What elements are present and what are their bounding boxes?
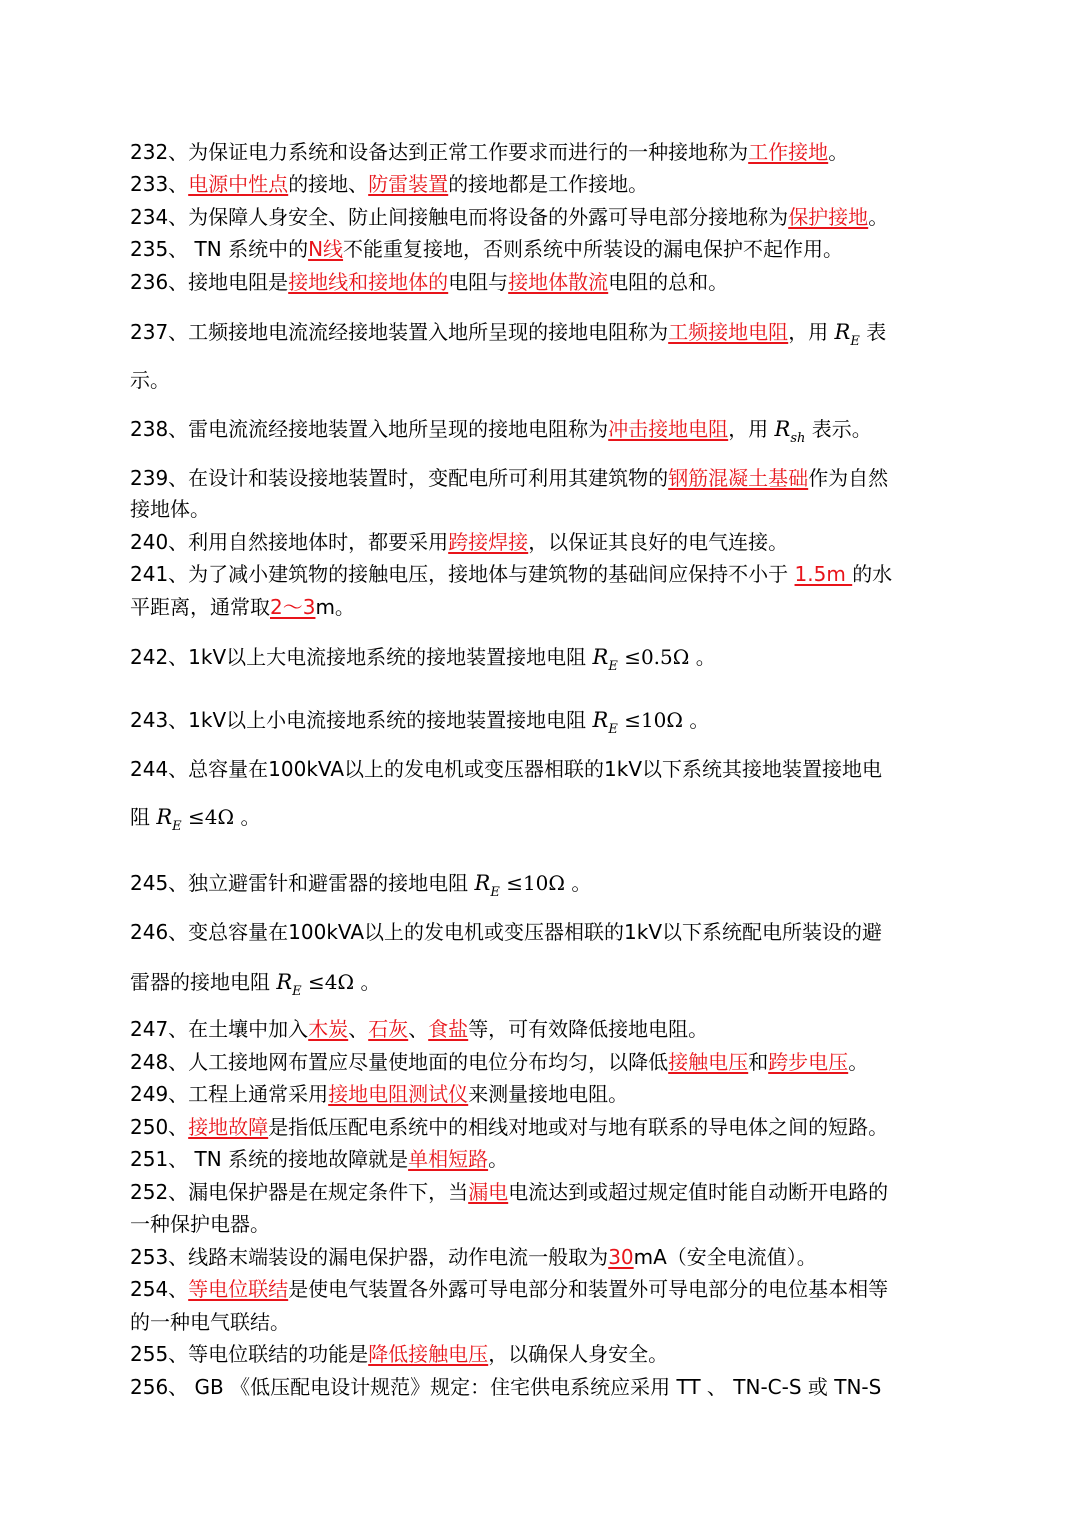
text-segment: 255、等电位联结的功能是 [130, 1342, 369, 1366]
math-expression: ≤4Ω [181, 805, 235, 829]
math-subscript: E [850, 334, 860, 349]
text-segment: 235、 TN 系统中的 [130, 237, 309, 261]
text-segment: ，用 [788, 320, 835, 344]
text-segment: 的一种电气联结。 [130, 1310, 290, 1334]
math-subscript: E [172, 819, 182, 834]
text-segment: 249、工程上通常采用 [130, 1082, 329, 1106]
text-segment: m。 [315, 595, 355, 619]
answer-text: 接触电压 [668, 1050, 749, 1074]
text-line [130, 1306, 962, 1338]
text-segment: 232、为保证电力系统和设备达到正常工作要求而进行的一种接地称为 [130, 140, 749, 164]
text-segment: 电阻与 [448, 270, 509, 294]
text-segment: 阻 [130, 805, 157, 829]
text-line [130, 266, 962, 298]
text-line [130, 641, 962, 677]
text-segment: 。 [848, 1050, 869, 1074]
math-symbol: R [774, 417, 791, 441]
text-segment: 250、 [130, 1115, 189, 1139]
text-segment: 一种保护电器。 [130, 1212, 270, 1236]
text-line [130, 233, 962, 265]
text-segment: 240、利用自然接地体时，都要采用 [130, 530, 449, 554]
text-segment: 256、 GB 《低压配电设计规范》规定：住宅供电系统应采用 TT 、 TN-C-S 或 TN-S [130, 1375, 882, 1399]
text-segment: 。 [234, 805, 261, 829]
answer-text: N线 [308, 237, 344, 261]
answer-text: 跨步电压 [768, 1050, 849, 1074]
text-line [130, 801, 962, 837]
text-segment: 。 [828, 140, 849, 164]
text-segment: 接地体。 [130, 497, 210, 521]
answer-text: 单相短路 [408, 1147, 489, 1171]
text-line [130, 966, 962, 1002]
text-segment: 示。 [130, 368, 170, 392]
math-symbol: R [156, 805, 173, 829]
text-segment: 。 [868, 205, 889, 229]
answer-text: 接地体散流 [508, 270, 609, 294]
text-segment: 239、在设计和装设接地装置时，变配电所可利用其建筑物的 [130, 466, 669, 490]
text-line [130, 916, 962, 948]
text-segment: 电阻的总和。 [608, 270, 729, 294]
text-line [130, 1013, 962, 1045]
answer-text: 钢筋混凝土基础 [668, 466, 809, 490]
math-subscript: E [490, 885, 500, 900]
text-segment: ，用 [728, 417, 775, 441]
math-symbol: R [592, 645, 609, 669]
answer-text: 漏电 [468, 1180, 509, 1204]
text-line [130, 526, 962, 558]
text-line [130, 1078, 962, 1110]
text-segment: 的接地都是工作接地。 [448, 172, 649, 196]
text-line [130, 1241, 962, 1273]
text-segment: 表示。 [805, 417, 872, 441]
text-line [130, 364, 962, 396]
text-segment: 243、1kV以上小电流接地系统的接地装置接地电阻 [130, 708, 593, 732]
answer-text: 降低接触电压 [368, 1342, 489, 1366]
text-segment: 237、工频接地电流流经接地装置入地所呈现的接地电阻称为 [130, 320, 669, 344]
text-segment: 254、 [130, 1277, 189, 1301]
text-line [130, 316, 962, 352]
math-subscript: E [292, 984, 302, 999]
text-line [130, 493, 962, 525]
text-line [130, 558, 962, 590]
text-line [130, 591, 962, 623]
math-expression: ≤4Ω [301, 970, 355, 994]
text-segment: 。 [565, 871, 592, 895]
text-line [130, 1208, 962, 1240]
text-segment: 、 [348, 1017, 369, 1041]
text-segment: 不能重复接地，否则系统中所装设的漏电保护不起作用。 [343, 237, 844, 261]
text-line [130, 168, 962, 200]
text-segment: 和 [748, 1050, 769, 1074]
math-symbol: R [474, 871, 491, 895]
text-line [130, 753, 962, 785]
text-segment: 252、漏电保护器是在规定条件下，当 [130, 1180, 469, 1204]
text-segment: 245、独立避雷针和避雷器的接地电阻 [130, 871, 475, 895]
answer-text: 接地电阻测试仪 [328, 1082, 469, 1106]
answer-text: 跨接焊接 [448, 530, 529, 554]
text-segment: 251、 TN 系统的接地故障就是 [130, 1147, 409, 1171]
text-line [130, 1371, 962, 1403]
answer-text: 2～3 [270, 595, 316, 619]
text-segment: 来测量接地电阻。 [468, 1082, 629, 1106]
text-line [130, 1273, 962, 1305]
answer-text: 30 [608, 1245, 634, 1269]
text-segment: 的接地、 [288, 172, 369, 196]
text-segment: 表 [859, 320, 887, 344]
text-line [130, 1176, 962, 1208]
math-expression: ≤10Ω [617, 708, 683, 732]
answer-text: 保护接地 [788, 205, 869, 229]
text-segment: mA（安全电流值）。 [633, 1245, 817, 1269]
answer-text: 工作接地 [748, 140, 829, 164]
text-segment: 236、接地电阻是 [130, 270, 289, 294]
answer-text: 冲击接地电阻 [608, 417, 729, 441]
text-line [130, 1111, 962, 1143]
text-segment: 。 [689, 645, 716, 669]
text-segment: 244、总容量在100kVA以上的发电机或变压器相联的1kV以下系统其接地装置接地电 [130, 757, 883, 781]
answer-text: 接地线和接地体的 [288, 270, 449, 294]
text-line [130, 413, 962, 449]
text-line [130, 201, 962, 233]
answer-text: 石灰 [368, 1017, 409, 1041]
math-expression: ≤10Ω [499, 871, 565, 895]
answer-text: 接地故障 [188, 1115, 269, 1139]
math-symbol: R [276, 970, 293, 994]
answer-text: 工频接地电阻 [668, 320, 789, 344]
answer-text: 木炭 [308, 1017, 349, 1041]
text-segment: 234、为保障人身安全、防止间接触电而将设备的外露可导电部分接地称为 [130, 205, 789, 229]
text-segment: 241、为了减小建筑物的接触电压，接地体与建筑物的基础间应保持不小于 [130, 562, 795, 586]
text-segment: 等，可有效降低接地电阻。 [468, 1017, 709, 1041]
math-symbol: R [834, 320, 851, 344]
text-segment: 。 [488, 1147, 509, 1171]
text-line [130, 867, 962, 903]
answer-text: 食盐 [428, 1017, 469, 1041]
text-segment: 是使电气装置各外露可导电部分和装置外可导电部分的电位基本相等 [288, 1277, 889, 1301]
answer-text: 等电位联结 [188, 1277, 289, 1301]
text-segment: 242、1kV以上大电流接地系统的接地装置接地电阻 [130, 645, 593, 669]
text-segment: 、 [408, 1017, 429, 1041]
text-segment: 247、在土壤中加入 [130, 1017, 309, 1041]
answer-text: 电源中性点 [188, 172, 289, 196]
text-segment: 233、 [130, 172, 189, 196]
text-segment: 。 [354, 970, 381, 994]
text-segment: 246、变总容量在100kVA以上的发电机或变压器相联的1kV以下系统配电所装设的避 [130, 920, 883, 944]
answer-text: 防雷装置 [368, 172, 449, 196]
math-subscript: E [608, 659, 618, 674]
math-subscript: sh [790, 431, 806, 446]
text-segment: ，以保证其良好的电气连接。 [528, 530, 789, 554]
math-symbol: R [592, 708, 609, 732]
math-expression: ≤0.5Ω [617, 645, 690, 669]
answer-text: 1.5m [794, 562, 853, 586]
text-segment: 253、线路末端装设的漏电保护器，动作电流一般取为 [130, 1245, 609, 1269]
text-line [130, 1338, 962, 1370]
text-line [130, 1046, 962, 1078]
text-line [130, 136, 962, 168]
text-segment: 248、人工接地网布置应尽量使地面的电位分布均匀，以降低 [130, 1050, 669, 1074]
text-segment: 的水 [852, 562, 893, 586]
text-segment: ，以确保人身安全。 [488, 1342, 669, 1366]
text-segment: 平距离，通常取 [130, 595, 270, 619]
text-line [130, 462, 962, 494]
text-line [130, 1143, 962, 1175]
text-segment: 雷器的接地电阻 [130, 970, 277, 994]
text-segment: 电流达到或超过规定值时能自动断开电路的 [508, 1180, 889, 1204]
text-segment: 是指低压配电系统中的相线对地或对与地有联系的导电体之间的短路。 [268, 1115, 889, 1139]
math-subscript: E [608, 722, 618, 737]
text-segment: 作为自然 [808, 466, 889, 490]
text-line [130, 704, 962, 740]
text-segment: 238、雷电流流经接地装置入地所呈现的接地电阻称为 [130, 417, 609, 441]
text-segment: 。 [683, 708, 710, 732]
